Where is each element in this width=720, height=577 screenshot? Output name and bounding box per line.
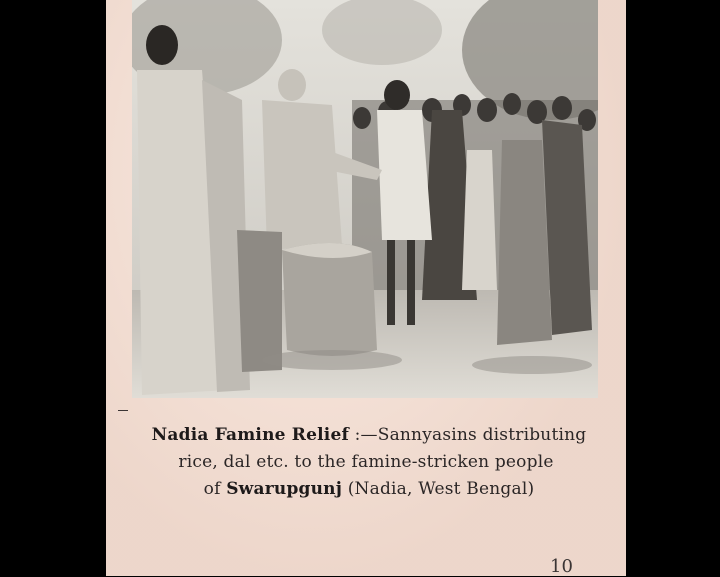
caption-separator: :— — [348, 425, 378, 445]
page — [106, 0, 626, 576]
photo-illustration — [132, 0, 598, 398]
caption-line-3 — [106, 476, 626, 503]
caption-line-1 — [106, 422, 626, 449]
caption-line3-prefix: of — [203, 479, 227, 499]
margin-mark — [118, 404, 128, 411]
caption-line1-text: Sannyasins distributing — [377, 425, 587, 445]
caption-title: Nadia Famine Relief — [151, 425, 349, 445]
caption-place: Swarupgunj — [226, 479, 343, 499]
caption-line3-text: (Nadia, West Bengal) — [342, 479, 535, 499]
page-number: 10 — [550, 556, 573, 577]
photograph-famine-relief — [132, 0, 598, 398]
photo-caption — [106, 422, 626, 503]
caption-line-2: rice, dal etc. to the famine-stricken people — [178, 452, 554, 472]
